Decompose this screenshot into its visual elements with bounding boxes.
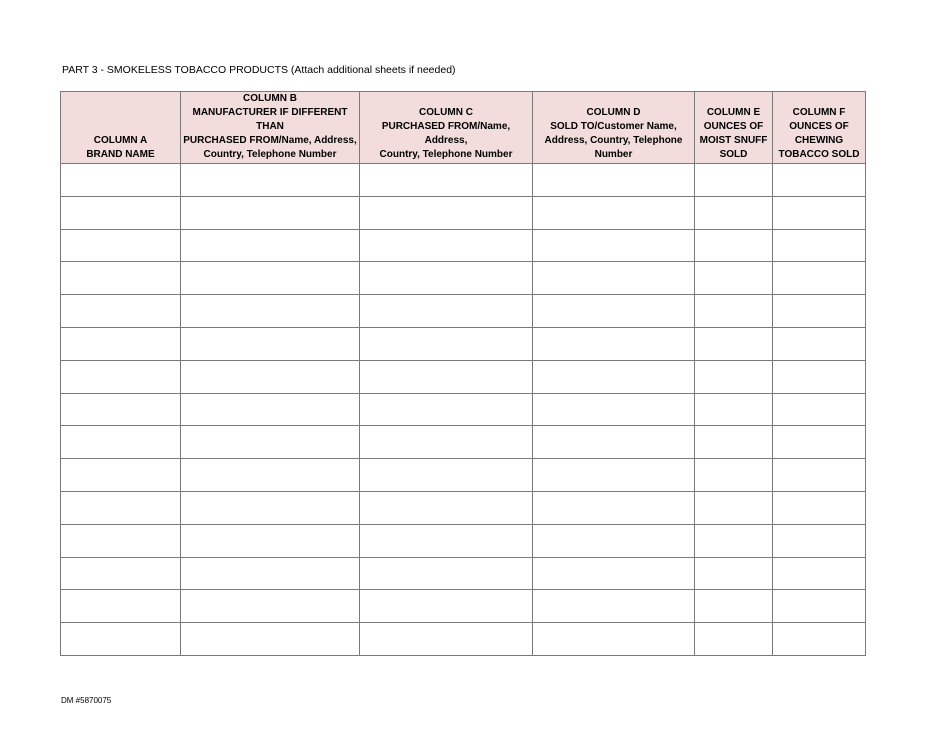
column-header-line: COLUMN B bbox=[243, 93, 297, 104]
sold-to-cell[interactable] bbox=[533, 393, 695, 426]
table-row bbox=[61, 164, 866, 197]
brand-name-cell[interactable] bbox=[61, 623, 181, 656]
moist-snuff-ounces-cell[interactable] bbox=[695, 557, 773, 590]
moist-snuff-ounces-cell[interactable] bbox=[695, 491, 773, 524]
sold-to-cell[interactable] bbox=[533, 196, 695, 229]
manufacturer-cell[interactable] bbox=[181, 327, 360, 360]
column-header-line: SOLD bbox=[719, 149, 748, 160]
column-header-line: Address, Country, Telephone bbox=[544, 135, 683, 146]
manufacturer-cell[interactable] bbox=[181, 164, 360, 197]
purchased-from-cell[interactable] bbox=[360, 623, 533, 656]
brand-name-cell[interactable] bbox=[61, 360, 181, 393]
column-header-line: PURCHASED FROM/Name, Address, bbox=[381, 121, 511, 146]
manufacturer-cell[interactable] bbox=[181, 459, 360, 492]
brand-name-cell[interactable] bbox=[61, 557, 181, 590]
purchased-from-cell[interactable] bbox=[360, 262, 533, 295]
brand-name-cell[interactable] bbox=[61, 459, 181, 492]
sold-to-cell[interactable] bbox=[533, 524, 695, 557]
brand-name-cell[interactable] bbox=[61, 491, 181, 524]
manufacturer-cell[interactable] bbox=[181, 360, 360, 393]
table-row bbox=[61, 196, 866, 229]
manufacturer-cell[interactable] bbox=[181, 590, 360, 623]
column-d-header bbox=[533, 92, 695, 164]
purchased-from-cell[interactable] bbox=[360, 196, 533, 229]
chewing-tobacco-ounces-cell[interactable] bbox=[773, 229, 866, 262]
column-header-line: Number bbox=[594, 149, 633, 160]
table-row bbox=[61, 393, 866, 426]
purchased-from-cell[interactable] bbox=[360, 459, 533, 492]
sold-to-cell[interactable] bbox=[533, 623, 695, 656]
purchased-from-cell[interactable] bbox=[360, 393, 533, 426]
table-row bbox=[61, 426, 866, 459]
manufacturer-cell[interactable] bbox=[181, 229, 360, 262]
column-header-line: COLUMN F bbox=[792, 107, 846, 118]
table-body bbox=[61, 164, 866, 656]
table-row bbox=[61, 295, 866, 328]
moist-snuff-ounces-cell[interactable] bbox=[695, 426, 773, 459]
moist-snuff-ounces-cell[interactable] bbox=[695, 360, 773, 393]
sold-to-cell[interactable] bbox=[533, 557, 695, 590]
brand-name-cell[interactable] bbox=[61, 393, 181, 426]
purchased-from-cell[interactable] bbox=[360, 557, 533, 590]
table-row bbox=[61, 557, 866, 590]
brand-name-cell[interactable] bbox=[61, 426, 181, 459]
moist-snuff-ounces-cell[interactable] bbox=[695, 590, 773, 623]
column-header-line: CHEWING bbox=[794, 135, 844, 146]
table-row bbox=[61, 459, 866, 492]
table-row bbox=[61, 623, 866, 656]
brand-name-cell[interactable] bbox=[61, 196, 181, 229]
column-header-line: Country, Telephone Number bbox=[379, 149, 513, 160]
table-row bbox=[61, 360, 866, 393]
chewing-tobacco-ounces-cell[interactable] bbox=[773, 623, 866, 656]
column-header-line: COLUMN C bbox=[419, 107, 473, 118]
chewing-tobacco-ounces-cell[interactable] bbox=[773, 196, 866, 229]
sold-to-cell[interactable] bbox=[533, 295, 695, 328]
table-row bbox=[61, 262, 866, 295]
purchased-from-cell[interactable] bbox=[360, 295, 533, 328]
table-row bbox=[61, 327, 866, 360]
column-a-header bbox=[61, 92, 181, 164]
chewing-tobacco-ounces-cell[interactable] bbox=[773, 327, 866, 360]
chewing-tobacco-ounces-cell[interactable] bbox=[773, 393, 866, 426]
purchased-from-cell[interactable] bbox=[360, 524, 533, 557]
brand-name-cell[interactable] bbox=[61, 164, 181, 197]
column-header-line: TOBACCO SOLD bbox=[778, 149, 860, 160]
column-header-line: OUNCES OF bbox=[703, 121, 764, 132]
table-row bbox=[61, 590, 866, 623]
chewing-tobacco-ounces-cell[interactable] bbox=[773, 459, 866, 492]
brand-name-cell[interactable] bbox=[61, 590, 181, 623]
purchased-from-cell[interactable] bbox=[360, 164, 533, 197]
purchased-from-cell[interactable] bbox=[360, 229, 533, 262]
chewing-tobacco-ounces-cell[interactable] bbox=[773, 426, 866, 459]
moist-snuff-ounces-cell[interactable] bbox=[695, 164, 773, 197]
manufacturer-cell[interactable] bbox=[181, 196, 360, 229]
moist-snuff-ounces-cell[interactable] bbox=[695, 196, 773, 229]
column-e-header bbox=[695, 92, 773, 164]
table-row bbox=[61, 229, 866, 262]
manufacturer-cell[interactable] bbox=[181, 491, 360, 524]
column-header-line: COLUMN E bbox=[706, 107, 761, 118]
sold-to-cell[interactable] bbox=[533, 327, 695, 360]
column-header-line: COLUMN D bbox=[586, 107, 641, 118]
sold-to-cell[interactable] bbox=[533, 229, 695, 262]
column-header-line: COLUMN A bbox=[93, 135, 148, 146]
moist-snuff-ounces-cell[interactable] bbox=[695, 393, 773, 426]
column-header-line: SOLD TO/Customer Name, bbox=[550, 121, 677, 132]
brand-name-cell[interactable] bbox=[61, 327, 181, 360]
manufacturer-cell[interactable] bbox=[181, 557, 360, 590]
part-title: PART 3 - SMOKELESS TOBACCO PRODUCTS (Attach additional sheets if needed) bbox=[62, 64, 456, 76]
table-row bbox=[61, 491, 866, 524]
sold-to-cell[interactable] bbox=[533, 459, 695, 492]
purchased-from-cell[interactable] bbox=[360, 590, 533, 623]
manufacturer-cell[interactable] bbox=[181, 524, 360, 557]
purchased-from-cell[interactable] bbox=[360, 360, 533, 393]
column-header-line: BRAND NAME bbox=[86, 149, 155, 160]
purchased-from-cell[interactable] bbox=[360, 327, 533, 360]
brand-name-cell[interactable] bbox=[61, 295, 181, 328]
column-header-line: OUNCES OF bbox=[789, 121, 849, 132]
moist-snuff-ounces-cell[interactable] bbox=[695, 262, 773, 295]
manufacturer-cell[interactable] bbox=[181, 262, 360, 295]
brand-name-cell[interactable] bbox=[61, 524, 181, 557]
purchased-from-cell[interactable] bbox=[360, 491, 533, 524]
brand-name-cell[interactable] bbox=[61, 262, 181, 295]
chewing-tobacco-ounces-cell[interactable] bbox=[773, 590, 866, 623]
document-id: DM #5870075 bbox=[61, 696, 112, 705]
sold-to-cell[interactable] bbox=[533, 262, 695, 295]
chewing-tobacco-ounces-cell[interactable] bbox=[773, 360, 866, 393]
smokeless-tobacco-table bbox=[60, 91, 866, 656]
column-header-line: MOIST SNUFF bbox=[699, 135, 768, 146]
manufacturer-cell[interactable] bbox=[181, 623, 360, 656]
moist-snuff-ounces-cell[interactable] bbox=[695, 295, 773, 328]
header-row bbox=[61, 92, 866, 164]
column-header-line: PURCHASED FROM/Name, Address, bbox=[183, 135, 357, 146]
chewing-tobacco-ounces-cell[interactable] bbox=[773, 295, 866, 328]
moist-snuff-ounces-cell[interactable] bbox=[695, 524, 773, 557]
manufacturer-cell[interactable] bbox=[181, 426, 360, 459]
moist-snuff-ounces-cell[interactable] bbox=[695, 459, 773, 492]
moist-snuff-ounces-cell[interactable] bbox=[695, 327, 773, 360]
manufacturer-cell[interactable] bbox=[181, 295, 360, 328]
chewing-tobacco-ounces-cell[interactable] bbox=[773, 491, 866, 524]
moist-snuff-ounces-cell[interactable] bbox=[695, 229, 773, 262]
table-row bbox=[61, 524, 866, 557]
sold-to-cell[interactable] bbox=[533, 590, 695, 623]
sold-to-cell[interactable] bbox=[533, 491, 695, 524]
chewing-tobacco-ounces-cell[interactable] bbox=[773, 164, 866, 197]
manufacturer-cell[interactable] bbox=[181, 393, 360, 426]
sold-to-cell[interactable] bbox=[533, 426, 695, 459]
chewing-tobacco-ounces-cell[interactable] bbox=[773, 524, 866, 557]
column-b-header bbox=[181, 92, 360, 164]
brand-name-cell[interactable] bbox=[61, 229, 181, 262]
column-header-line: MANUFACTURER IF DIFFERENT THAN bbox=[192, 107, 348, 132]
sold-to-cell[interactable] bbox=[533, 164, 695, 197]
chewing-tobacco-ounces-cell[interactable] bbox=[773, 557, 866, 590]
column-f-header bbox=[773, 92, 866, 164]
column-header-line: Country, Telephone Number bbox=[203, 149, 337, 160]
moist-snuff-ounces-cell[interactable] bbox=[695, 623, 773, 656]
sold-to-cell[interactable] bbox=[533, 360, 695, 393]
chewing-tobacco-ounces-cell[interactable] bbox=[773, 262, 866, 295]
purchased-from-cell[interactable] bbox=[360, 426, 533, 459]
column-c-header bbox=[360, 92, 533, 164]
